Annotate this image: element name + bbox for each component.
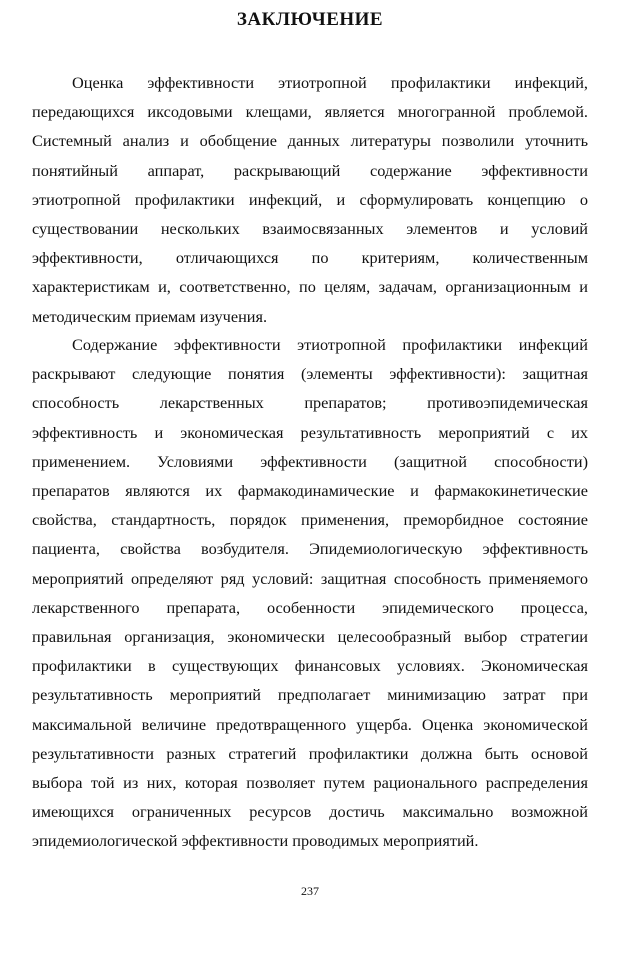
text-line: этиотропной профилактики инфекций, и сформулировать концепцию о: [32, 189, 588, 209]
text-line: профилактики в существующих финансовых условиях. Экономическая: [32, 656, 588, 676]
text-line: передающихся иксодовыми клещами, является многогранной проблемой.: [32, 102, 588, 122]
page-number: 237: [301, 884, 319, 898]
paragraph-1: [32, 68, 588, 331]
text-line: выбора той из них, которая позволяет путем рационального распределения: [32, 773, 588, 793]
text-line: правильная организация, экономически целесообразный выбор стратегии: [32, 627, 588, 647]
page-title: ЗАКЛЮЧЕНИЕ: [236, 9, 384, 30]
text-line: имеющихся ограниченных ресурсов достичь максимально возможной: [32, 802, 588, 822]
text-line: результативности разных стратегий профилактики должна быть основой: [32, 743, 588, 763]
text-line: Оценка эффективности этиотропной профилактики инфекций,: [72, 73, 588, 92]
paragraph-2: [32, 330, 588, 856]
text-line: понятийный аппарат, раскрывающий содержание эффективности: [32, 160, 588, 180]
text-line: методическим приемам изучения.: [32, 306, 268, 326]
text-line: характеристикам и, соответственно, по целям, задачам, организационным и: [32, 277, 588, 297]
text-line: максимальной величине предотвращенного ущерба. Оценка экономической: [32, 714, 588, 734]
text-line: применением. Условиями эффективности (защитной способности): [32, 451, 588, 471]
text-line: лекарственного препарата, особенности эпидемического процесса,: [32, 597, 588, 617]
text-line: мероприятий определяют ряд условий: защитная способность применяемого: [32, 568, 588, 588]
text-line: эффективности, отличающихся по критериям, количественным: [32, 248, 588, 268]
text-line: существовании нескольких взаимосвязанных элементов и условий: [32, 219, 588, 239]
text-line: результативность мероприятий предполагает минимизацию затрат при: [32, 685, 588, 705]
text-line: Системный анализ и обобщение данных литературы позволили уточнить: [32, 131, 588, 151]
text-line: Содержание эффективности этиотропной профилактики инфекций: [72, 335, 588, 354]
text-line: препаратов являются их фармакодинамические и фармакокинетические: [32, 481, 588, 501]
text-line: свойства, стандартность, порядок применения, преморбидное состояние: [32, 510, 588, 530]
text-line: способность лекарственных препаратов; противоэпидемическая: [32, 393, 588, 413]
text-line: эффективность и экономическая результативность мероприятий с их: [32, 422, 588, 442]
text-line: пациента, свойства возбудителя. Эпидемиологическую эффективность: [32, 539, 588, 559]
text-line: раскрывают следующие понятия (элементы эффективности): защитная: [32, 364, 588, 384]
text-line: эпидемиологической эффективности проводимых мероприятий.: [32, 831, 479, 851]
